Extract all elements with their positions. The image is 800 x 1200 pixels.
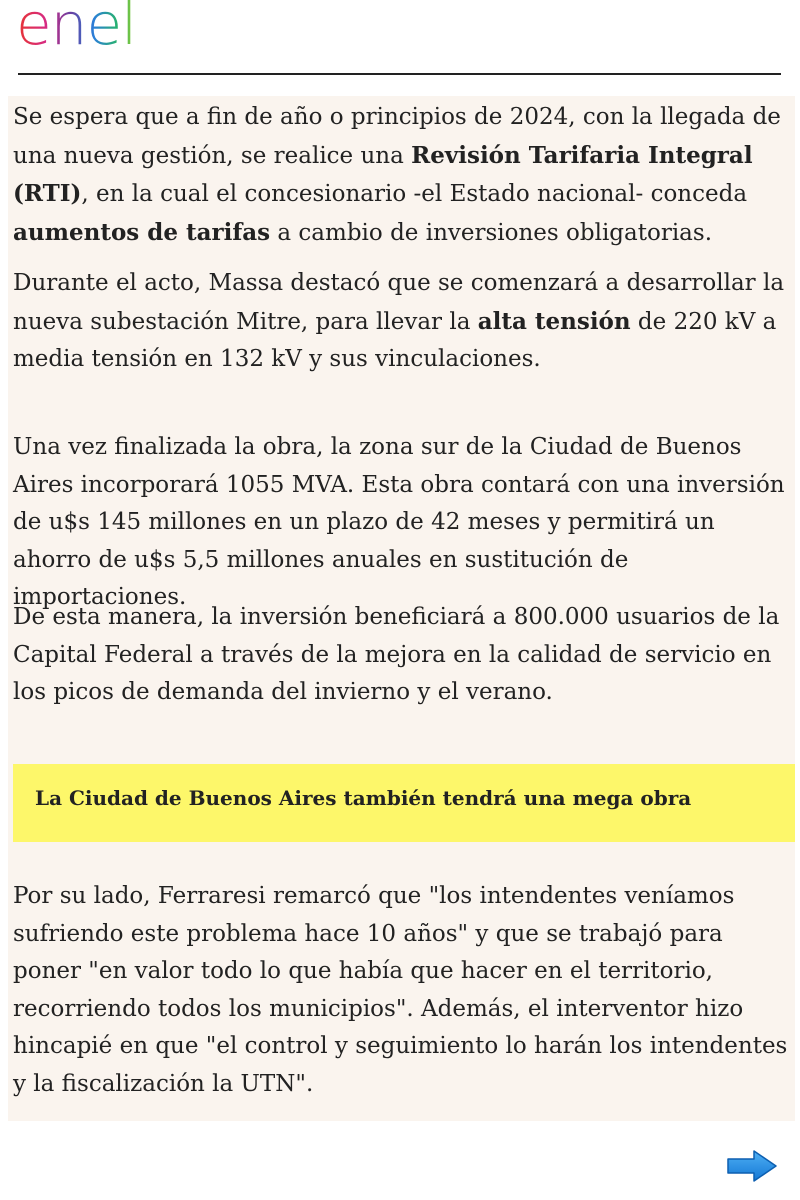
p2-text-2: de 220 kV a media tensión en 132 kV y sus vinculaciones. xyxy=(13,308,777,372)
logo-text: enel xyxy=(16,0,136,58)
paragraph-4: De esta manera, la inversión beneficiará a 800.000 usuarios de la Capital Federal a través de la mejora en la calidad de servicio en los picos de demanda del invierno y el verano. xyxy=(13,604,780,705)
p1-text-2: , en la cual el concesionario -el Estado nacional- conceda xyxy=(81,181,748,207)
p1-text-3: a cambio de inversiones obligatorias. xyxy=(270,219,713,246)
p2-bold-1: alta tensión xyxy=(477,307,631,335)
enel-logo[interactable] xyxy=(16,0,186,68)
related-article-link[interactable] xyxy=(13,764,795,842)
paragraph-1 xyxy=(13,99,788,252)
p1-text-1: Se espera que a fin de año o principios de 2024, con la llegada de una nueva gestión, se realice una xyxy=(13,104,781,169)
paragraph-2 xyxy=(13,265,788,379)
right-arrow-icon[interactable] xyxy=(724,1146,780,1186)
header-divider xyxy=(18,73,781,75)
header xyxy=(0,0,800,80)
p1-bold-2: aumentos de tarifas xyxy=(13,218,271,246)
p2-text-1: Durante el acto, Massa destacó que se comenzará a desarrollar la nueva subestación Mitre, para llevar la xyxy=(13,270,785,335)
article-body xyxy=(8,96,795,1121)
related-article-title[interactable]: La Ciudad de Buenos Aires también tendrá una mega obra xyxy=(35,786,692,810)
paragraph-3: Una vez finalizada la obra, la zona sur de la Ciudad de Buenos Aires incorporará 1055 MVA. Esta obra contará con una inversión de u$s 145 millones en un plazo de 42 meses y permitirá un ahorro de u$s 5,5 millones anuales en sustitución de importaciones. xyxy=(13,434,785,610)
p1-bold-1: Revisión Tarifaria Integral (RTI) xyxy=(13,141,753,207)
paragraph-5: Por su lado, Ferraresi remarcó que "los intendentes veníamos sufriendo este problema hace 10 años" y que se trabajó para poner "en valor todo lo que había que hacer en el territorio, recorriendo todos los municipios". Además, el interventor hizo hincapié en que "el control y seguimiento lo harán los intendentes y la fiscalización la UTN". xyxy=(13,883,788,1097)
